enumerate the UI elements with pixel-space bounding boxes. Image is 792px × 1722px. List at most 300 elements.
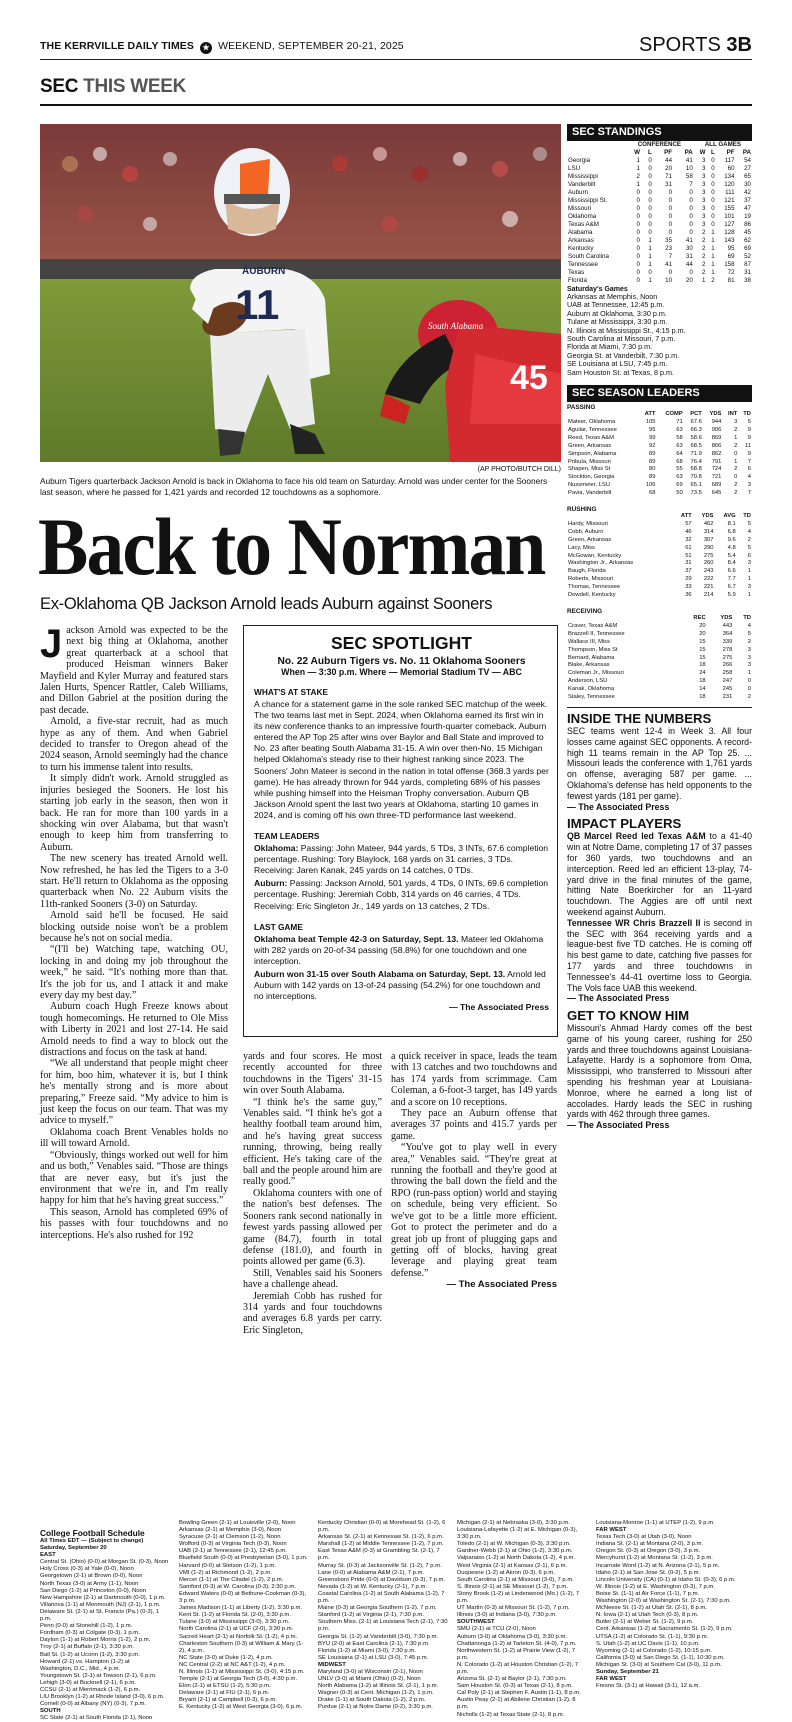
- standings-cell: 20: [685, 277, 693, 284]
- leader-stat: 14: [699, 686, 706, 693]
- schedule-game: Drake (1-1) at South Dakota (1-2), 2 p.m.: [318, 1697, 426, 1704]
- leader-stat: 51: [685, 552, 692, 559]
- leader-row: [567, 419, 752, 427]
- leader-stat: 2: [734, 466, 738, 473]
- standings-cell: 0: [711, 165, 715, 172]
- standings-cell: 0: [648, 205, 652, 212]
- schedule-heading: SOUTH: [40, 1708, 61, 1715]
- leader-row: [567, 662, 752, 670]
- standings-cell: 1: [711, 229, 715, 236]
- standings-cell: 95: [727, 245, 735, 252]
- standings-cell: 23: [665, 245, 673, 252]
- standings-cell: 111: [725, 189, 735, 196]
- schedule-heading: FAR WEST: [596, 1527, 627, 1534]
- auburn-last-game-text: Arnold led Auburn with 142 yards on 13-of-24 passing (54.2%) for one touchdown and no interceptions.: [254, 968, 546, 1002]
- auburn-leaders-text: Passing: Jackson Arnold, 501 yards, 4 TDs, 0 INTs, 69.6 completion percentage. Rushing: Jeremiah Cobb, 314 yards on 46 carries, 4 TDs. Receiving: Eric Singleton Jr., 149 yards on 13 catches, 2 TDs.: [254, 878, 549, 911]
- schedule-game: Bryant (2-1) at Campbell (0-3), 6 p.m.: [179, 1697, 277, 1704]
- standings-cell: 0: [668, 213, 673, 220]
- schedule-game: Greensboro Pride (0-0) at Davidson (0-3), 7 p.m.: [318, 1576, 446, 1583]
- standings-row: [567, 253, 752, 261]
- standings-cell: 1: [648, 253, 652, 260]
- leader-stat: 63: [676, 442, 683, 449]
- standings-cell: 0: [636, 261, 640, 268]
- standings-cell: 52: [744, 253, 751, 260]
- leader-stat: 2: [734, 490, 738, 497]
- leader-stat: 67.6: [690, 418, 702, 425]
- schedule-game: NC Central (2-2) at NC A&T (1-2), 4 p.m.: [179, 1661, 286, 1668]
- schedule-game: Boise St. (1-1) at Air Force (1-1), 7 p.m.: [596, 1590, 700, 1597]
- standings-group-row: [567, 141, 752, 149]
- schedule-game: Marshall (1-2) at Middle Tennessee (1-2), 7 p.m.: [318, 1541, 444, 1548]
- player-name: Aguilar, Tennessee: [568, 426, 617, 433]
- leader-stat: 36: [685, 592, 692, 599]
- leader-stat: 247: [722, 678, 733, 685]
- leader-stat: 32: [685, 536, 692, 543]
- leader-stat: 11: [744, 442, 751, 449]
- standings-cell: 0: [636, 229, 640, 236]
- leader-row: [567, 459, 752, 467]
- standings-row: [567, 213, 752, 221]
- numbers-byline: — The Associated Press: [567, 801, 670, 812]
- player-name: Washington Jr., Arkansas: [568, 560, 634, 567]
- story-paragraph: “I think he's the same guy,” Venables said. “I think he's got a healthy football team around him, and he's having great success running, throwing, being really efficient. He's taking care of the ball and the people around him are really good.”: [243, 1096, 382, 1188]
- schedule-game: Bowling Green (2-1) at Louisville (2-0), Noon: [179, 1520, 296, 1526]
- leader-stat: 3: [747, 560, 751, 567]
- schedule-game: Washington, D.C., Mid., 4 p.m.: [40, 1665, 120, 1672]
- leader-stat: 5: [747, 520, 751, 527]
- receiving-table: [567, 615, 752, 702]
- schedule-game: New Hampshire (2-1) at Dartmouth (0-0), 1 p.m.: [40, 1594, 166, 1601]
- schedule-game: Wofford (0-3) at Virginia Tech (0-3), Noon: [179, 1541, 287, 1548]
- standings-cell: 0: [648, 229, 652, 236]
- standings-cell: 0: [668, 229, 673, 236]
- standings-cell: 47: [744, 205, 751, 212]
- game-item: Auburn at Oklahoma, 3:30 p.m.: [567, 308, 667, 318]
- standings-cell: 120: [724, 181, 735, 188]
- standings-row: [567, 173, 752, 181]
- numbers-heading: INSIDE THE NUMBERS: [567, 707, 752, 726]
- schedule-game: McNeese St. (1-2) at Utah St. (2-1), 8 p.m.: [596, 1605, 707, 1612]
- leader-stat: 37: [685, 568, 692, 575]
- standings-cell: 2: [701, 245, 706, 252]
- standings-row: [567, 157, 752, 165]
- leader-stat: 68: [649, 490, 656, 497]
- schedule-game: Illinois (3-0) at Indiana (3-0), 7:30 p.m.: [457, 1612, 557, 1619]
- schedule-game: CCSU (2-1) at Merrimack (1-2), 6 p.m.: [40, 1686, 141, 1693]
- leader-row: [567, 545, 752, 553]
- player-name: Hardy, Missouri: [568, 520, 608, 527]
- schedule-game: NC State (3-0) at Duke (1-2), 4 p.m.: [179, 1654, 273, 1661]
- team-name: Texas: [568, 269, 585, 276]
- standings-cell: 3: [701, 189, 706, 196]
- team-name: Georgia: [568, 157, 591, 164]
- player-name: Thompson, Miss St: [568, 646, 618, 653]
- auburn-last-game: [254, 969, 549, 1013]
- leader-stat: 9: [747, 434, 751, 441]
- schedule-game: San Diego (1-2) at Princeton (0-0), Noon: [40, 1587, 147, 1594]
- schedule-game: Holy Cross (0-3) at Yale (0-0), Noon: [40, 1566, 134, 1573]
- leader-stat: 721: [711, 474, 722, 481]
- schedule-game: Michigan St. (3-0) at Southern Cal (3-0), 11 p.m.: [596, 1661, 722, 1668]
- player-name: Reed, Texas A&M: [568, 434, 614, 441]
- leader-stat: 58: [676, 434, 683, 441]
- schedule-heading: Saturday, September 20: [40, 1545, 107, 1552]
- standings-cell: 1: [636, 165, 640, 172]
- schedule-game: Stony Brook (1-2) at Lindenwood (Mo.) (1-2), 7 p.m.: [457, 1590, 580, 1605]
- leader-row: [567, 553, 752, 561]
- passing-label: PASSING: [567, 404, 596, 412]
- leader-row: [567, 521, 752, 529]
- game-item: Tulane at Mississippi, 3:30 p.m.: [567, 317, 668, 327]
- helmet-text: South Alabama: [428, 321, 484, 331]
- player-name: Brazzell II, Tennessee: [568, 630, 625, 637]
- standings-cell: 10: [685, 165, 693, 172]
- schedule-game: East Texas A&M (0-3) at Grambling St. (2-1), 7 p.m.: [318, 1548, 440, 1562]
- leader-stat: 1: [747, 670, 751, 677]
- leader-stat: 278: [722, 646, 733, 653]
- standings-cell: 41: [665, 261, 673, 268]
- schedule-game: Idaho (2-1) at San Jose St. (0-2), 5 p.m.: [596, 1569, 701, 1576]
- player-name: Craver, Texas A&M: [568, 622, 618, 629]
- standings-cell: 3: [701, 157, 706, 164]
- schedule-game: Washington (2-0) at Washington St. (2-1), 7:30 p.m.: [596, 1598, 731, 1605]
- section-rule: [40, 104, 752, 106]
- schedule-game: Charleston Southern (0-3) at William & Mary (1-2), 4 p.m.: [179, 1640, 304, 1654]
- spotlight-title: SEC SPOTLIGHT: [331, 633, 472, 653]
- oklahoma-leaders-text: Passing: John Mateer, 944 yards, 5 TDs, 3 INTs, 67.6 completion percentage. Rushing: Tory Blaylock, 168 yards on 31 carries, 3 TDs. Receiving: Jaren Kanak, 245 yards on 14 catches, 0 TDs.: [254, 843, 549, 876]
- standings-cell: 143: [724, 237, 735, 244]
- last-game-heading: LAST GAME: [254, 921, 303, 932]
- schedule-game: Delaware (2-1) at FIU (2-1), 6 p.m.: [179, 1690, 270, 1697]
- leader-stat: 3: [747, 654, 751, 661]
- schedule-game: Tulane (3-0) at Mississippi (3-0), 3:30 p.m.: [179, 1619, 290, 1626]
- schedule-column-1: [40, 1528, 170, 1722]
- schedule-heading: EAST: [40, 1552, 56, 1559]
- standings-cell: 3: [701, 213, 706, 220]
- game-item: Sam Houston St. at Texas, 8 p.m.: [567, 367, 674, 377]
- schedule-game: West Virginia (2-1) at Kansas (2-1), 6 p.m.: [457, 1562, 568, 1569]
- leader-stat: 63: [676, 426, 683, 433]
- standings-cell: 3: [701, 181, 706, 188]
- player-name: Cobb, Auburn: [568, 528, 604, 535]
- oklahoma-last-game-text: Mateer led Oklahoma with 282 yards on 20-of-34 passing (58.8%) for one touchdown and one interception.: [254, 933, 544, 966]
- rushing-label: RUSHING: [567, 506, 597, 514]
- schedule-column-5: [596, 1520, 752, 1690]
- masthead-left: [40, 40, 404, 54]
- standings-cell: 3: [701, 205, 706, 212]
- player-name: Pavia, Vanderbilt: [568, 490, 612, 497]
- schedule-game: S. Utah (1-2) at UC Davis (1-1), 10 p.m.: [596, 1640, 700, 1647]
- player-name: Staley, Tennessee: [568, 694, 615, 701]
- leaders-header-blank: [567, 411, 638, 419]
- standings-cell: 0: [668, 221, 673, 228]
- standings-cell: 37: [744, 197, 751, 204]
- leader-row: [567, 474, 752, 482]
- schedule-game: Auburn (3-0) at Oklahoma (3-0), 3:30 p.m.: [457, 1633, 568, 1640]
- leader-stat: 4: [747, 622, 751, 629]
- leader-stat: 20: [699, 630, 706, 637]
- story-paragraph: a quick receiver in space, leads the team with 13 catches and two touchdowns and has 174 yards from scrimmage. Cam Coleman, a 6-foot-3 target, has 149 yards and a score on 10 receptions.: [391, 1051, 557, 1108]
- leaders-column-header: INT: [727, 411, 738, 418]
- schedule-game: Ball St. (1-2) at Uconn (1-2), 3:30 p.m.: [40, 1651, 140, 1658]
- team-name: LSU: [568, 165, 581, 172]
- section-heading-sec: SEC: [40, 76, 79, 97]
- standings-cell: 0: [668, 205, 673, 212]
- leader-stat: 89: [649, 474, 656, 481]
- schedule-game: Howard (2-1) vs. Hampton (1-2) at: [40, 1658, 130, 1665]
- standings-cell: 128: [724, 229, 735, 236]
- leader-stat: 3: [747, 584, 751, 591]
- standings-cell: 20: [665, 165, 673, 172]
- story-paragraph: Auburn coach Hugh Freeze knows about tough homecomings. He returned to Ole Miss with Liberty in 2021 and lost 27-14. He said Arnold needs to find a way to block out the distractions and focus on the task at hand.: [40, 1001, 228, 1059]
- standings-cell: 0: [648, 197, 652, 204]
- leader-stat: 862: [711, 450, 722, 457]
- schedule-game: Delaware St. (2-1) at St. Francis (Pa.) (0-3), 1 p.m.: [40, 1608, 160, 1623]
- leader-stat: 68: [676, 458, 683, 465]
- schedule-game: Edward Waters (0-0) at Bethune-Cookman (0-3), 3 p.m.: [179, 1590, 307, 1605]
- leaders-header-row: [567, 513, 752, 521]
- leader-stat: 3: [734, 418, 738, 425]
- leader-stat: 243: [703, 568, 714, 575]
- know-heading: GET TO KNOW HIM: [567, 1008, 690, 1024]
- leader-stat: 339: [722, 638, 733, 645]
- schedule-game: Arizona St. (2-1) at Baylor (2-1), 7:30 p.m.: [457, 1676, 567, 1683]
- leader-stat: 307: [703, 536, 714, 543]
- standings-cell: 1: [711, 253, 715, 260]
- standings-row: [567, 221, 752, 229]
- schedule-game: Mercer (1-1) at The Citadel (1-2), 2 p.m.: [179, 1576, 284, 1583]
- standings-cell: 0: [689, 197, 693, 204]
- player-name: Mateer, Oklahoma: [568, 418, 616, 425]
- standings-column-header: PA: [742, 149, 751, 156]
- team-name: Tennessee: [568, 261, 598, 268]
- leader-stat: 0: [747, 678, 751, 685]
- player-name: Stockton, Georgia: [568, 474, 615, 481]
- impact-player-1: QB Marcel Reed led Texas A&M: [567, 831, 706, 842]
- conference-header: CONFERENCE: [637, 141, 682, 148]
- standings-cell: 7: [689, 181, 693, 188]
- leader-stat: 275: [703, 552, 714, 559]
- schedule-game: N. Illinois (1-1) at Mississippi St. (3-0), 4:15 p.m.: [179, 1668, 305, 1675]
- leader-stat: 80: [649, 466, 656, 473]
- oklahoma-result: Oklahoma beat Temple 42-3 on Saturday, Sept. 13.: [254, 933, 459, 944]
- player-name: Pribula, Missouri: [568, 458, 611, 465]
- standings-cell: 0: [648, 213, 652, 220]
- leader-stat: 1: [747, 592, 751, 599]
- leader-stat: 73.5: [690, 490, 702, 497]
- leader-stat: 6: [747, 552, 751, 559]
- leader-stat: 9.6: [727, 536, 736, 543]
- standings-cell: 121: [724, 197, 735, 204]
- team-name: Texas A&M: [568, 221, 599, 228]
- leaders-column-header: ATT: [644, 411, 656, 418]
- schedule-game: Georgia St. (1-2) at Vanderbilt (3-0), 7:30 p.m.: [318, 1633, 439, 1640]
- photo-caption: Auburn Tigers quarterback Jackson Arnold is back in Oklahoma to face his old team on Saturday. Arnold was under center for the Sooners last season, where he passed for 1,421 yards and recorded 12 touchdowns as a sophomore.: [40, 476, 548, 497]
- schedule-game: James Madison (1-1) at Liberty (1-2), 3:30 p.m.: [179, 1605, 303, 1612]
- leader-stat: 68.5: [690, 442, 702, 449]
- leader-stat: 791: [711, 458, 722, 465]
- standings-cell: 72: [727, 269, 735, 276]
- leader-row: [567, 694, 752, 702]
- impact-byline: — The Associated Press: [567, 993, 670, 1004]
- player-name: Roberts, Missouri: [568, 576, 614, 583]
- leader-row: [567, 584, 752, 592]
- story-paragraph: Still, Venables said his Sooners have a challenge ahead.: [243, 1267, 382, 1291]
- standings-cell: 0: [711, 181, 715, 188]
- rushing-table: [567, 513, 752, 600]
- leader-stat: 68.8: [690, 466, 702, 473]
- leader-stat: 5: [747, 544, 751, 551]
- standings-cell: 0: [711, 213, 715, 220]
- leader-stat: 70.8: [690, 474, 702, 481]
- story-paragraph: Oklahoma counters with one of the nation's best defenses. The Sooners rank second nationally in fewest yards passing allowed per game (84.7), fourth in total defense (181.0), and fourth in points allowed per game (6.3).: [243, 1187, 382, 1268]
- schedule-game: Murray St. (0-3) at Jacksonville St. (1-2), 7 p.m.: [318, 1562, 442, 1569]
- schedule-game: Maine (0-3) at Georgia Southern (1-2), 7 p.m.: [318, 1605, 437, 1612]
- standings-cell: 2: [701, 237, 706, 244]
- standings-cell: 1: [648, 277, 652, 284]
- leader-stat: 689: [711, 482, 722, 489]
- schedule-game: California (3-0) at San Diego St. (1-1), 10:30 p.m.: [596, 1654, 725, 1661]
- oklahoma-last-game: [254, 934, 549, 967]
- leader-stat: 8.1: [727, 520, 736, 527]
- standings-row: [567, 189, 752, 197]
- leaders-column-header: AVG: [723, 513, 736, 520]
- leader-stat: 5.9: [727, 592, 736, 599]
- story-paragraph: Arnold said he'll be focused. He said blocking outside noise won't be a problem because he's not on social media.: [40, 910, 228, 944]
- standings-cell: 1: [648, 261, 652, 268]
- story-paragraph: The new scenery has treated Arnold well. Now refreshed, he has led the Tigers to a 3-0 start. He'll return to Oklahoma as the opposing quarterback when No. 22 Auburn visits the 11th-ranked Sooners (3-0) on Saturday.: [40, 853, 228, 910]
- impact-text-1: to a 41-40 win at Notre Dame, completing 17 of 37 passes for 360 yards, two touchdowns and an interception. Reed led an efficient 13-play, 74-yard drive in the final minutes of the game, hitting Nate Boerkircher for an 11-yard touchdown. The Aggies are off until next weekend against Auburn.: [567, 831, 752, 917]
- team-name: Oklahoma: [568, 213, 597, 220]
- schedule-game: North Alabama (1-2) at Illinois St. (2-1), 1 p.m.: [318, 1683, 439, 1690]
- leader-stat: 57: [685, 520, 692, 527]
- leader-stat: 260: [703, 560, 714, 567]
- standings-cell: 0: [711, 173, 715, 180]
- leader-stat: 214: [703, 592, 714, 599]
- standings-cell: 0: [689, 221, 693, 228]
- leader-row: [567, 655, 752, 663]
- schedule-game: Fresno St. (3-1) at Hawaii (3-1), 12 a.m.: [596, 1683, 701, 1690]
- schedule-game: Coastal Carolina (1-2) at South Alabama (1-2), 7 p.m.: [318, 1590, 445, 1605]
- standings-cell: 31: [685, 253, 693, 260]
- schedule-game: Lincoln University (CA) (0-1) at Idaho St. (0-3), 6 p.m.: [596, 1576, 736, 1583]
- schedule-game: Southern Miss. (2-1) at Louisiana Tech (2-1), 7:30 p.m.: [318, 1619, 448, 1633]
- leaders-column-header: TD: [743, 615, 751, 621]
- impact-heading: IMPACT PLAYERS: [567, 816, 682, 832]
- player-name: Kanak, Oklahoma: [568, 686, 615, 693]
- lead-photo: [40, 124, 561, 462]
- team-name: Missouri: [568, 205, 592, 212]
- auburn-result: Auburn won 31-15 over South Alabama on Saturday, Sept. 13.: [254, 968, 506, 979]
- schedule-game: Fordham (0-3) at Colgate (0-3), 1 p.m.: [40, 1630, 140, 1637]
- leader-row: [567, 443, 752, 451]
- standings-cell: 2: [711, 277, 715, 284]
- story-column-3: [391, 1051, 557, 1291]
- leader-stat: 105: [645, 418, 656, 425]
- leader-stat: 31: [685, 560, 692, 567]
- football-action-photo: [40, 124, 561, 462]
- standings-cell: 0: [648, 189, 652, 196]
- leader-stat: 275: [722, 654, 733, 661]
- story-byline: — The Associated Press: [446, 1279, 557, 1291]
- leader-stat: 18: [699, 678, 706, 685]
- standings-cell: 1: [648, 237, 652, 244]
- schedule-game: Louisiana-Monroe (1-1) at UTEP (1-2), 9 p.m.: [596, 1520, 715, 1526]
- leader-row: [567, 631, 752, 639]
- standings-row: [567, 237, 752, 245]
- schedule-game: Samford (0-3) at W. Carolina (0-3), 2:30 p.m.: [179, 1583, 296, 1590]
- player-name: McGowan, Kentucky: [568, 552, 622, 559]
- standings-cell: 42: [744, 189, 751, 196]
- leaders-column-header: YDS: [701, 513, 714, 520]
- leader-row: [567, 451, 752, 459]
- schedule-game: Dayton (1-1) at Robert Morris (1-2), 2 p.m.: [40, 1637, 151, 1644]
- leader-row: [567, 678, 752, 686]
- standings-cell: 1: [711, 245, 715, 252]
- player-name: Nussmeier, LSU: [568, 482, 610, 489]
- standings-cell: 1: [711, 237, 715, 244]
- issue-date: WEEKEND, SEPTEMBER 20-21, 2025: [218, 40, 404, 52]
- schedule-game: S. Illinois (2-1) at SE Missouri (1-2), 7 p.m.: [457, 1583, 568, 1590]
- schedule-game: Michigan (2-1) at Nebraska (3-0), 3:30 p.m.: [457, 1520, 570, 1526]
- schedule-game: W. Illinois (1-2) at E. Washington (0-3), 7 p.m.: [596, 1583, 715, 1590]
- player-name: Anderson, LSU: [568, 678, 608, 685]
- leader-stat: 266: [722, 662, 733, 669]
- leader-row: [567, 466, 752, 474]
- standings-cell: 0: [711, 157, 715, 164]
- standings-cell: 30: [685, 245, 693, 252]
- standings-row: [567, 277, 752, 285]
- standings-column-header: PF: [664, 149, 673, 156]
- leader-stat: 222: [703, 576, 714, 583]
- leader-stat: 2: [734, 442, 738, 449]
- standings-column-header: PA: [684, 149, 693, 156]
- standings-cell: 71: [665, 173, 673, 180]
- right-rail: [567, 124, 752, 1131]
- team-name: Vanderbilt: [568, 181, 596, 188]
- leader-stat: 7: [747, 490, 751, 497]
- player-name: Shapen, Miss St: [568, 466, 611, 473]
- schedule-heading: FAR WEST: [596, 1676, 627, 1683]
- stake-heading: WHAT'S AT STAKE: [254, 687, 329, 697]
- standings-cell: 101: [724, 213, 735, 220]
- story-text: ackson Arnold was expected to be the next big thing at Oklahoma, another great quarterback at a school that produced Heisman winners Baker Mayfield and Kyler Murray and featured stars Jalen Hurts, Spencer Rattler, Caleb Williams, and Dillon Gabriel at the position during the past decade.: [40, 625, 228, 716]
- standings-row: [567, 261, 752, 269]
- leaders-column-header: REC: [693, 615, 706, 621]
- standings-cell: 1: [711, 269, 715, 276]
- leader-stat: 3: [747, 646, 751, 653]
- standings-cell: 30: [744, 181, 751, 188]
- leader-stat: 61: [685, 544, 692, 551]
- leader-stat: 1: [734, 434, 738, 441]
- team-name: Auburn: [568, 189, 588, 196]
- leader-stat: 71: [676, 418, 683, 425]
- team-name: Florida: [568, 277, 587, 284]
- story-paragraph: It simply didn't work. Arnold struggled as injuries besieged the Sooners. He lost his starting job early in the season, then won it back. He ran for more than 100 yards in a shocking win over Alabama, but that wasn't enough to keep him from transferring to Auburn.: [40, 773, 228, 853]
- leader-row: [567, 592, 752, 600]
- leader-stat: 33: [685, 584, 692, 591]
- standings-cell: 0: [636, 245, 640, 252]
- story-paragraph: They pace an Auburn offense that averages 37 points and 415.7 yards per game.: [391, 1108, 557, 1142]
- leader-stat: 9: [747, 426, 751, 433]
- standings-table: [567, 141, 752, 285]
- standings-cell: 0: [668, 189, 673, 196]
- leader-stat: 8.4: [727, 560, 736, 567]
- schedule-heading: All Times EDT — (Subject to change): [40, 1538, 144, 1544]
- schedule-game: Chattanooga (1-2) at Tarleton St. (4-0), 7 p.m.: [457, 1640, 577, 1647]
- leader-stat: 46: [685, 528, 692, 535]
- standings-cell: 3: [701, 165, 706, 172]
